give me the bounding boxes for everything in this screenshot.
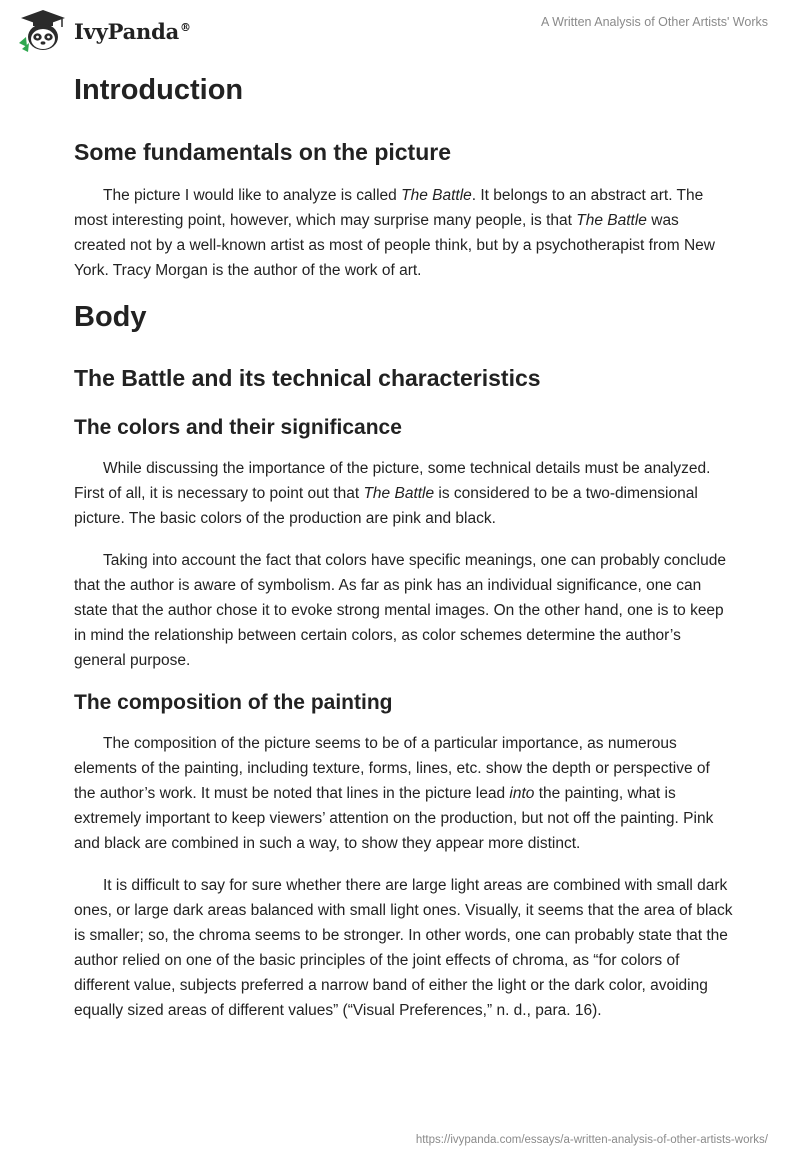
body-heading: Body — [74, 301, 147, 334]
essay-content — [74, 70, 734, 1023]
introduction-heading: Introduction — [74, 74, 244, 106]
colors-paragraph-2: Taking into account the fact that colors have specific meanings, one can probably conclude that the author is aware of symbolism. As far as pink has an individual significance, one can state that the author chose it to evoke strong mental images. On the other hand, one is to keep in mind the relationship between certain colors, as color schemes determine the author’s general purpose. — [74, 551, 726, 669]
fundamentals-heading: Some fundamentals on the picture — [74, 138, 451, 165]
brand-logo[interactable] — [16, 7, 191, 55]
colors-heading: The colors and their significance — [74, 415, 402, 439]
panda-graduate-icon — [16, 7, 70, 55]
page-header — [0, 0, 800, 60]
brand-name: IvyPanda® — [74, 18, 191, 44]
introduction-paragraph: The picture I would like to analyze is called The Battle. It belongs to an abstract art. The most interesting point, however, which may surprise many people, is that The Battle was created not by a well-known artist as most of people think, but by a psychotherapist from New York. Tracy Morgan is the author of the work of art. — [74, 187, 715, 280]
battle-characteristics-heading: The Battle and its technical characteristics — [74, 365, 541, 392]
composition-heading: The composition of the painting — [74, 690, 393, 714]
source-url[interactable]: https://ivypanda.com/essays/a-written-analysis-of-other-artists-works/ — [415, 1134, 768, 1146]
composition-paragraph-1: The composition of the picture seems to be of a particular importance, as numerous elements of the painting, including texture, forms, lines, etc. show the depth or perspective of the author’s work. It must be noted that lines in the picture lead into the painting, what is extremely important to keep viewers’ attention on the production, but not off the painting. Pink and black are combined in such a way, to show they appear more distinct. — [74, 735, 714, 853]
colors-paragraph-1: While discussing the importance of the picture, some technical details must be analyzed. First of all, it is necessary to point out that The Battle is considered to be a two-dimensional picture. The basic colors of the production are pink and black. — [74, 459, 711, 527]
document-title: A Written Analysis of Other Artists' Works — [541, 15, 768, 29]
composition-paragraph-2: It is difficult to say for sure whether there are large light areas are combined with small dark ones, or large dark areas balanced with small light ones. Visually, it seems that the area of black is smaller; so, the chroma seems to be stronger. In other words, one can probably state that the author relied on one of the basic principles of the joint effects of chroma, as “for colors of different value, subjects preferred a narrow band of either the light or the dark color, avoiding equally sized areas of different values” (“Visual Preferences,” n. d., para. 16). — [74, 877, 733, 1020]
